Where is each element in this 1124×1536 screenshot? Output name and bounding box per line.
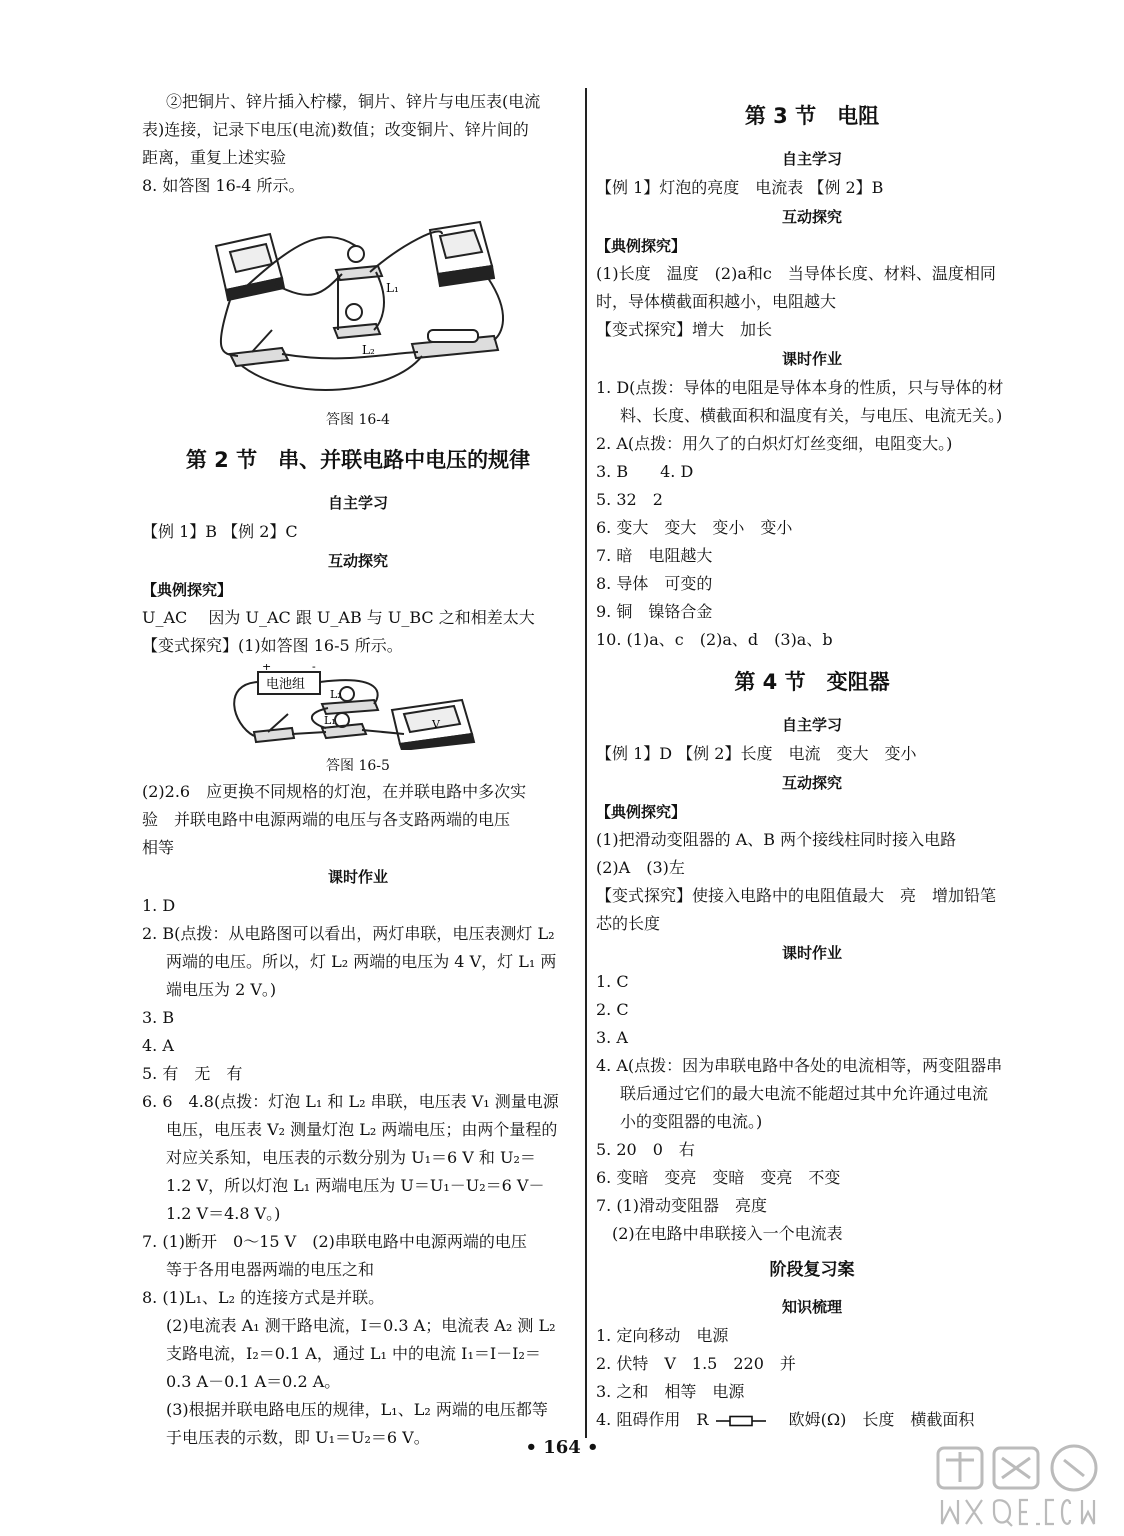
homework-line: 等于各用电器两端的电压之和 bbox=[166, 1260, 375, 1279]
homework-line: 0.3 A－0.1 A＝0.2 A。 bbox=[166, 1372, 341, 1391]
text-line: 相等 bbox=[142, 838, 175, 857]
text-line: 【变式探究】使接入电路中的电阻值最大 亮 增加铅笔 bbox=[596, 886, 997, 905]
homework-line: 1. C bbox=[596, 972, 629, 991]
text-line: 【例 1】D 【例 2】长度 电流 变大 变小 bbox=[596, 744, 917, 763]
text-line: 【变式探究】(1)如答图 16-5 所示。 bbox=[142, 636, 403, 655]
figure-caption: 答图 16-5 bbox=[326, 758, 390, 774]
tag-heading: 【典例探究】 bbox=[596, 803, 687, 821]
watermark-logo bbox=[932, 1442, 1112, 1530]
section-title: 第 4 节 变阻器 bbox=[734, 670, 890, 694]
homework-line: 4. A(点拨：因为串联电路中各处的电流相等，两变阻器串 bbox=[596, 1056, 1003, 1075]
homework-list bbox=[142, 892, 574, 1452]
section-title: 第 2 节 串、并联电路中电压的规律 bbox=[185, 448, 531, 472]
circuit-figure-16-4 bbox=[142, 204, 574, 404]
subheading: 课时作业 bbox=[327, 868, 388, 886]
homework-line: (2)在电路中串联接入一个电流表 bbox=[612, 1224, 843, 1243]
homework-line: 料、长度、横截面积和温度有关，与电压、电流无关。) bbox=[620, 406, 1003, 425]
text-segment: 4. 阻碍作用 R bbox=[596, 1410, 709, 1429]
resistor-symbol-icon bbox=[714, 1415, 768, 1427]
text-line: 3. 之和 相等 电源 bbox=[596, 1382, 745, 1401]
homework-line: 端电压为 2 V。) bbox=[166, 980, 277, 999]
text-line: (1)长度 温度 (2)a和c 当导体长度、材料、温度相同 bbox=[596, 264, 996, 283]
subheading: 自主学习 bbox=[781, 716, 842, 734]
homework-line: 6. 变大 变大 变小 变小 bbox=[596, 518, 793, 537]
text-line: ②把铜片、锌片插入柠檬，铜片、锌片与电压表(电流 bbox=[166, 92, 541, 111]
text-line: 距离，重复上述实验 bbox=[142, 148, 287, 167]
homework-line: (2)电流表 A₁ 测干路电流，I＝0.3 A；电流表 A₂ 测 L₂ bbox=[166, 1316, 556, 1335]
plus-sign: + bbox=[262, 664, 272, 673]
homework-line: 2. C bbox=[596, 1000, 629, 1019]
right-column bbox=[596, 88, 1028, 1434]
homework-line: 电压，电压表 V₂ 测量灯泡 L₂ 两端电压；由两个量程的 bbox=[166, 1120, 558, 1139]
figure-16-4 bbox=[142, 204, 574, 432]
text-line: 【例 1】灯泡的亮度 电流表 【例 2】B bbox=[596, 178, 884, 197]
text-line: 验 并联电路中电源两端的电压与各支路两端的电压 bbox=[142, 810, 511, 829]
homework-line: 1.2 V，所以灯泡 L₁ 两端电压为 U＝U₁－U₂＝6 V－ bbox=[166, 1176, 545, 1195]
text-line: U_AC 因为 U_AC 跟 U_AB 与 U_BC 之和相差太大 bbox=[142, 608, 535, 627]
homework-line: 8. (1)L₁、L₂ 的连接方式是并联。 bbox=[142, 1288, 385, 1307]
text-line bbox=[596, 1406, 1028, 1434]
text-line: 【变式探究】增大 加长 bbox=[596, 320, 773, 339]
homework-line: (3)根据并联电路电压的规律，L₁、L₂ 两端的电压都等 bbox=[166, 1400, 548, 1419]
homework-line: 5. 有 无 有 bbox=[142, 1064, 243, 1083]
label-l1: L₁ bbox=[324, 714, 336, 727]
homework-line: 两端的电压。所以，灯 L₂ 两端的电压为 4 V，灯 L₁ 两 bbox=[166, 952, 557, 971]
homework-line: 10. (1)a、c (2)a、d (3)a、b bbox=[596, 630, 833, 649]
homework-line: 3. B 4. D bbox=[596, 462, 694, 481]
minus-sign: - bbox=[312, 664, 316, 673]
text-line: 【例 1】B 【例 2】C bbox=[142, 522, 298, 541]
subheading: 互动探究 bbox=[327, 552, 388, 570]
text-line: 时，导体横截面积越小，电阻越大 bbox=[596, 292, 837, 311]
homework-line: 7. 暗 电阻越大 bbox=[596, 546, 713, 565]
subheading: 自主学习 bbox=[327, 494, 388, 512]
tag-heading: 【典例探究】 bbox=[596, 237, 687, 255]
homework-line: 6. 变暗 变亮 变暗 变亮 不变 bbox=[596, 1168, 841, 1187]
homework-line: 于电压表的示数，即 U₁＝U₂＝6 V。 bbox=[166, 1428, 430, 1447]
homework-line: 1. D(点拨：导体的电阻是导体本身的性质，只与导体的材 bbox=[596, 378, 1004, 397]
text-line: 表)连接，记录下电压(电流)数值；改变铜片、锌片间的 bbox=[142, 120, 529, 139]
tag-heading: 【典例探究】 bbox=[142, 581, 233, 599]
subheading: 知识梳理 bbox=[781, 1298, 842, 1316]
subheading: 课时作业 bbox=[781, 944, 842, 962]
homework-line: 7. (1)断开 0～15 V (2)串联电路中电源两端的电压 bbox=[142, 1232, 527, 1251]
homework-line: 对应关系知，电压表的示数分别为 U₁＝6 V 和 U₂＝ bbox=[166, 1148, 536, 1167]
homework-line: 5. 20 0 右 bbox=[596, 1140, 695, 1159]
text-line: 1. 定向移动 电源 bbox=[596, 1326, 729, 1345]
homework-line: 8. 导体 可变的 bbox=[596, 574, 713, 593]
homework-line: 支路电流，I₂＝0.1 A，通过 L₁ 中的电流 I₁＝I－I₂＝ bbox=[166, 1344, 541, 1363]
subheading: 互动探究 bbox=[781, 208, 842, 226]
figure-caption: 答图 16-4 bbox=[326, 412, 390, 428]
label-l1: L₁ bbox=[386, 281, 399, 295]
homework-line: 9. 铜 镍铬合金 bbox=[596, 602, 713, 621]
meter-label: V bbox=[432, 718, 440, 731]
text-line: 2. 伏特 V 1.5 220 并 bbox=[596, 1354, 796, 1373]
homework-line: 5. 32 2 bbox=[596, 490, 663, 509]
text-line: (1)把滑动变阻器的 A、B 两个接线柱同时接入电路 bbox=[596, 830, 957, 849]
homework-line: 7. (1)滑动变阻器 亮度 bbox=[596, 1196, 768, 1215]
subheading: 课时作业 bbox=[781, 350, 842, 368]
homework-line: 联后通过它们的最大电流不能超过其中允许通过电流 bbox=[620, 1084, 989, 1103]
battery-label: 电池组 bbox=[266, 677, 306, 692]
homework-line: 3. B bbox=[142, 1008, 175, 1027]
homework-line: 4. A bbox=[142, 1036, 174, 1055]
text-segment: 欧姆(Ω) 长度 横截面积 bbox=[772, 1410, 975, 1429]
homework-list bbox=[596, 374, 1028, 654]
text-line: (2)A (3)左 bbox=[596, 858, 685, 877]
homework-line: 2. B(点拨：从电路图可以看出，两灯串联，电压表测灯 L₂ bbox=[142, 924, 555, 943]
homework-line: 3. A bbox=[596, 1028, 628, 1047]
text-line: 芯的长度 bbox=[596, 914, 661, 933]
figure-16-5 bbox=[142, 664, 574, 778]
text-line: (2)2.6 应更换不同规格的灯泡，在并联电路中多次实 bbox=[142, 782, 527, 801]
column-divider bbox=[585, 88, 587, 1438]
homework-line: 1.2 V＝4.8 V。) bbox=[166, 1204, 281, 1223]
page-number: • 164 • bbox=[525, 1437, 599, 1458]
text-line: 8. 如答图 16-4 所示。 bbox=[142, 176, 305, 195]
label-l2: L₂ bbox=[330, 688, 342, 701]
homework-line: 小的变阻器的电流。) bbox=[620, 1112, 763, 1131]
subheading: 自主学习 bbox=[781, 150, 842, 168]
circuit-figure-16-5 bbox=[142, 664, 574, 750]
review-title: 阶段复习案 bbox=[769, 1260, 855, 1280]
homework-line: 2. A(点拨：用久了的白炽灯灯丝变细，电阻变大。) bbox=[596, 434, 953, 453]
section-title: 第 3 节 电阻 bbox=[744, 104, 880, 128]
label-l2: L₂ bbox=[362, 343, 375, 357]
homework-line: 1. D bbox=[142, 896, 176, 915]
homework-line: 6. 6 4.8(点拨：灯泡 L₁ 和 L₂ 串联，电压表 V₁ 测量电源 bbox=[142, 1092, 559, 1111]
left-column bbox=[142, 88, 574, 1452]
subheading: 互动探究 bbox=[781, 774, 842, 792]
homework-list bbox=[596, 968, 1028, 1248]
